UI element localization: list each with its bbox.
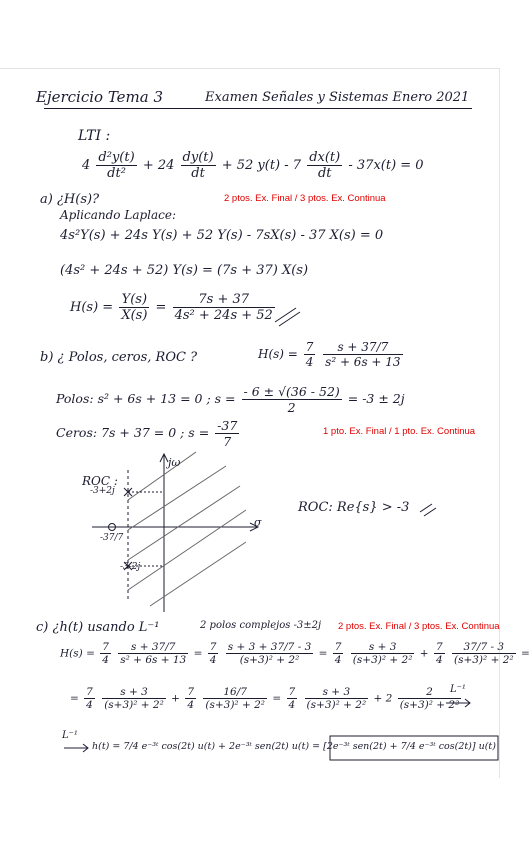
hs-label-b: H(s) = — [258, 347, 298, 361]
part-c-points: 2 ptos. Ex. Final / 3 ptos. Ex. Continua — [338, 621, 500, 632]
row1-c1d: 4 — [102, 654, 109, 666]
poles-equation: s² + 6s + 13 = 0 ; s = — [97, 391, 236, 406]
pole-lower-label: -3-2j — [120, 562, 141, 572]
part-a-question: a) ¿H(s)? — [40, 192, 100, 207]
row1-c2n: 7 — [209, 641, 217, 653]
row1-eq-3: = — [520, 647, 530, 660]
row1-c3d: 4 — [334, 654, 342, 666]
row1-f2n: s + 3 + 37/7 - 3 — [227, 641, 312, 653]
zeros-den: 7 — [223, 434, 232, 449]
row2-f3n: s + 3 — [305, 686, 369, 699]
row2-laplace-inverse: L⁻¹ — [450, 684, 466, 695]
hs-den-2: 4s² + 24s + 52 — [174, 308, 273, 323]
ode-t2-num: dy(t) — [182, 150, 214, 165]
row1-f4d: (s+3)² + 2² — [453, 654, 514, 666]
lti-label: LTI : — [78, 128, 111, 144]
row1-f1d: s² + 6s + 13 — [120, 654, 187, 666]
hs-den-1: X(s) — [121, 308, 148, 323]
row1-c4n: 7 — [435, 641, 443, 653]
row1-f3n: s + 3 — [351, 641, 415, 654]
roc-label: ROC : — [82, 474, 118, 488]
row2-coef-1 — [84, 686, 95, 711]
part-c-note: 2 polos complejos -3±2j — [200, 620, 322, 631]
hs-num-2: 7s + 37 — [173, 292, 275, 308]
roc-hatch — [128, 510, 246, 590]
hs-b-coef-den: 4 — [305, 355, 314, 369]
exam-title: Examen Señales y Sistemas Enero 2021 — [205, 90, 470, 105]
part-b-question: b) ¿ Polos, ceros, ROC ? — [40, 350, 198, 365]
row1-f4n: 37/7 - 3 — [452, 641, 516, 654]
ode-end: - 37x(t) = 0 — [348, 158, 424, 173]
ode-t1-den: dt² — [107, 166, 126, 181]
row2-f2d: (s+3)² + 2² — [205, 699, 265, 711]
row2-coef-2 — [185, 686, 196, 711]
hs-b-coef-num: 7 — [305, 340, 314, 354]
part-a-points: 2 ptos. Ex. Final / 3 ptos. Ex. Continua — [224, 193, 386, 204]
row1-coef-3 — [333, 641, 344, 666]
row2-f4d: (s+3)² + 2² — [399, 699, 460, 711]
roc-hatch — [128, 466, 226, 530]
ode-coef-2: + 24 — [142, 158, 175, 173]
zeros-label: Ceros: — [56, 425, 98, 440]
row1-f1n: s + 37/7 — [118, 641, 188, 654]
row2-f1d: (s+3)² + 2² — [104, 699, 164, 711]
ode-t3-den: dt — [317, 166, 332, 181]
row2-plus-2: + 2 — [373, 692, 393, 705]
row2-f2n: 16/7 — [203, 686, 267, 699]
row2-c2d: 4 — [187, 699, 195, 711]
poles-frac-den: 2 — [287, 400, 296, 415]
decomposition-row-2 — [70, 686, 463, 711]
row2-c3n: 7 — [288, 686, 296, 698]
hs-num-1: Y(s) — [119, 292, 149, 308]
row2-f4n: 2 — [398, 686, 462, 699]
zeros-num: -37 — [217, 418, 238, 433]
ode-coef-1: 4 — [82, 158, 91, 173]
row2-coef-3 — [287, 686, 298, 711]
row1-eq-2: = — [318, 647, 328, 660]
decomposition-row-1 — [60, 641, 530, 666]
ode-t1-num: d²y(t) — [98, 150, 135, 165]
pole-upper-label: -3+2j — [90, 486, 115, 496]
roc-answer: ROC: Re{s} > -3 — [298, 500, 410, 515]
roc-hatch — [128, 486, 240, 560]
hs-b-den: s² + 6s + 13 — [325, 355, 401, 369]
hs-answer-mark — [275, 308, 296, 322]
row2-plus-1: + — [171, 692, 180, 705]
roc-answer-mark — [424, 508, 436, 516]
row2-c1n: 7 — [86, 686, 93, 698]
hs-label-a: H(s) = — [70, 300, 114, 315]
row1-plus: + — [419, 647, 429, 660]
hs-answer-mark — [279, 312, 300, 326]
row1-f2d: (s+3)² + 2² — [239, 654, 300, 666]
zero-label: -37/7 — [100, 533, 124, 543]
laplace-line-2: (4s² + 24s + 52) Y(s) = (7s + 37) X(s) — [60, 263, 309, 278]
ode-t2-den: dt — [191, 166, 205, 181]
row1-c2d: 4 — [209, 654, 217, 666]
row2-frac-1 — [102, 686, 166, 711]
row1-frac-1 — [118, 641, 188, 666]
real-axis-label: σ — [254, 516, 262, 529]
imag-axis-label: jω — [168, 456, 181, 469]
part-b-points: 1 pto. Ex. Final / 1 pto. Ex. Continua — [323, 426, 476, 437]
row2-eq-0: = — [70, 692, 79, 705]
zeros-equation: 7s + 37 = 0 ; s = — [101, 425, 210, 440]
row2-c3d: 4 — [288, 699, 296, 711]
row1-frac-2 — [226, 641, 314, 666]
row2-eq-1: = — [272, 692, 282, 705]
row1-c4d: 4 — [435, 654, 443, 666]
row1-eq-1: = — [193, 647, 203, 660]
row1-coef-1 — [100, 641, 111, 666]
ode-t3-num: dx(t) — [309, 150, 341, 165]
row1-lhs: H(s) = — [60, 647, 95, 660]
final-result: h(t) = 7/4 e⁻³ᵗ cos(2t) u(t) + 2e⁻³ᵗ sen(2t) u(t) = [2e⁻³ᵗ sen(2t) + 7/4 e⁻³ᵗ cos(2t)] u(t) — [92, 741, 496, 752]
row1-coef-2 — [208, 641, 219, 666]
roc-answer-mark — [420, 504, 432, 512]
hs-b-num: s + 37/7 — [323, 340, 402, 355]
part-c-question: c) ¿h(t) usando L⁻¹ — [36, 620, 160, 635]
final-arrow-label: L⁻¹ — [62, 730, 78, 741]
row1-c1n: 7 — [102, 641, 109, 653]
row2-f3d: (s+3)² + 2² — [306, 699, 367, 711]
poles-result: = -3 ± 2j — [347, 391, 405, 406]
row1-frac-3 — [351, 641, 415, 666]
row1-coef-4 — [434, 641, 445, 666]
exercise-title: Ejercicio Tema 3 — [36, 88, 164, 106]
row1-f3d: (s+3)² + 2² — [352, 654, 413, 666]
part-a-method: Aplicando Laplace: — [60, 208, 177, 222]
row2-frac-2 — [203, 686, 267, 711]
ode-coef-3: + 52 y(t) - 7 — [221, 158, 302, 173]
row1-c3n: 7 — [334, 641, 342, 653]
hs-eq-a: = — [155, 300, 167, 315]
row2-c2n: 7 — [187, 686, 195, 698]
row1-frac-4 — [452, 641, 516, 666]
poles-frac-num: - 6 ± √(36 - 52) — [243, 384, 340, 399]
row2-frac-3 — [305, 686, 369, 711]
poles-label: Polos: — [56, 391, 94, 406]
row2-c1d: 4 — [86, 699, 93, 711]
row2-f1n: s + 3 — [102, 686, 166, 699]
laplace-line-1: 4s²Y(s) + 24s Y(s) + 52 Y(s) - 7sX(s) - 37 X(s) = 0 — [60, 228, 384, 243]
